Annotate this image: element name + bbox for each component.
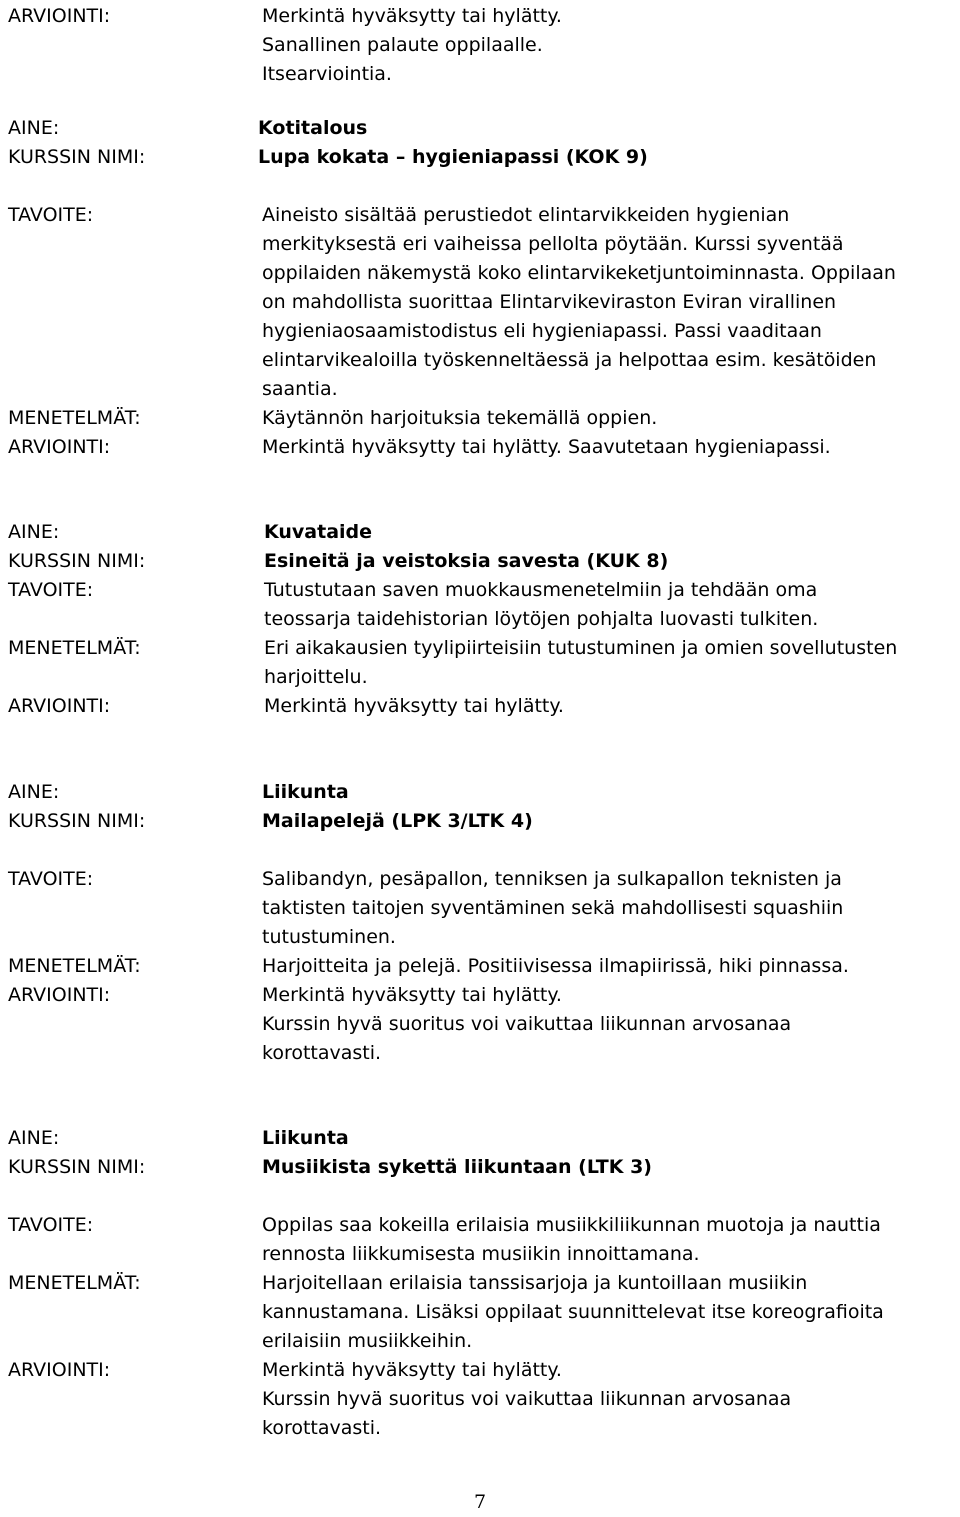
arviointi-label: ARVIOINTI: — [8, 695, 111, 717]
kurssin-nimi-label: KURSSIN NIMI: — [8, 1156, 146, 1178]
course-3-nimi: Mailapelejä (LPK 3/LTK 4) — [262, 810, 533, 832]
course-4-aine: Liikunta — [262, 1127, 349, 1149]
course-3-aine: Liikunta — [262, 781, 349, 803]
course-1-arviointi-line: Merkintä hyväksytty tai hylätty. Saavutetaan hygieniapassi. — [262, 436, 831, 458]
course-3-arviointi-line: Kurssin hyvä suoritus voi vaikuttaa liikunnan arvosanaa — [262, 1013, 792, 1035]
course-3-tavoite-line: taktisten taitojen syventäminen sekä mahdollisesti squashiin — [262, 897, 844, 919]
aine-label: AINE: — [8, 117, 60, 139]
kurssin-nimi-label: KURSSIN NIMI: — [8, 146, 146, 168]
course-4-nimi: Musiikista sykettä liikuntaan (LTK 3) — [262, 1156, 652, 1178]
arviointi-label: ARVIOINTI: — [8, 436, 111, 458]
arviointi-label: ARVIOINTI: — [8, 984, 111, 1006]
course-4-arviointi-line: Kurssin hyvä suoritus voi vaikuttaa liikunnan arvosanaa — [262, 1388, 792, 1410]
course-1-tavoite-line: oppilaiden näkemystä koko elintarvikeketjuntoiminnasta. Oppilaan — [262, 262, 896, 284]
course-4-arviointi-line: korottavasti. — [262, 1417, 382, 1439]
course-1-aine: Kotitalous — [258, 117, 368, 139]
course-2-menetelmat-line: Eri aikakausien tyylipiirteisiin tutustuminen ja omien sovellutusten — [264, 637, 898, 659]
aine-label: AINE: — [8, 781, 60, 803]
menetelmat-label: MENETELMÄT: — [8, 1272, 141, 1294]
course-3-menetelmat-line: Harjoitteita ja pelejä. Positiivisessa ilmapiirissä, hiki pinnassa. — [262, 955, 849, 977]
course-2-tavoite-line: Tutustutaan saven muokkausmenetelmiin ja tehdään oma — [264, 579, 818, 601]
course-4-tavoite-line: Oppilas saa kokeilla erilaisia musiikkiliikunnan muotoja ja nauttia — [262, 1214, 881, 1236]
page-number: 7 — [474, 1491, 487, 1513]
course-1-tavoite-line: Aineisto sisältää perustiedot elintarvikkeiden hygienian — [262, 204, 790, 226]
course-2-menetelmat-line: harjoittelu. — [264, 666, 368, 688]
course-2-tavoite-line: teossarja taidehistorian löytöjen pohjalta luovasti tulkiten. — [264, 608, 819, 630]
course-4-tavoite-line: rennosta liikkumisesta musiikin innoittamana. — [262, 1243, 700, 1265]
kurssin-nimi-label: KURSSIN NIMI: — [8, 810, 146, 832]
top-arviointi-line-3: Itsearviointia. — [262, 63, 392, 85]
tavoite-label: TAVOITE: — [8, 579, 94, 601]
arviointi-label: ARVIOINTI: — [8, 1359, 111, 1381]
course-1-tavoite-line: merkityksestä eri vaiheissa pellolta pöytään. Kurssi syventää — [262, 233, 844, 255]
course-1-nimi: Lupa kokata – hygieniapassi (KOK 9) — [258, 146, 648, 168]
top-arviointi-label: ARVIOINTI: — [8, 5, 111, 27]
aine-label: AINE: — [8, 1127, 60, 1149]
top-arviointi-line-1: Merkintä hyväksytty tai hylätty. — [262, 5, 562, 27]
course-4-arviointi-line: Merkintä hyväksytty tai hylätty. — [262, 1359, 562, 1381]
kurssin-nimi-label: KURSSIN NIMI: — [8, 550, 146, 572]
course-1-tavoite-line: elintarvikealoilla työskenneltäessä ja helpottaa esim. kesätöiden — [262, 349, 877, 371]
menetelmat-label: MENETELMÄT: — [8, 407, 141, 429]
course-3-tavoite-line: tutustuminen. — [262, 926, 396, 948]
tavoite-label: TAVOITE: — [8, 1214, 94, 1236]
tavoite-label: TAVOITE: — [8, 204, 94, 226]
course-4-menetelmat-line: Harjoitellaan erilaisia tanssisarjoja ja kuntoillaan musiikin — [262, 1272, 808, 1294]
course-3-tavoite-line: Salibandyn, pesäpallon, tenniksen ja sulkapallon teknisten ja — [262, 868, 842, 890]
course-2-arviointi-line: Merkintä hyväksytty tai hylätty. — [264, 695, 564, 717]
course-2-nimi: Esineitä ja veistoksia savesta (KUK 8) — [264, 550, 669, 572]
tavoite-label: TAVOITE: — [8, 868, 94, 890]
course-1-tavoite-line: on mahdollista suorittaa Elintarvikeviraston Eviran virallinen — [262, 291, 837, 313]
top-arviointi-line-2: Sanallinen palaute oppilaalle. — [262, 34, 543, 56]
course-3-arviointi-line: korottavasti. — [262, 1042, 382, 1064]
course-1-menetelmat-line: Käytännön harjoituksia tekemällä oppien. — [262, 407, 658, 429]
course-4-menetelmat-line: kannustamana. Lisäksi oppilaat suunnittelevat itse koreografioita — [262, 1301, 884, 1323]
course-4-menetelmat-line: erilaisiin musiikkeihin. — [262, 1330, 473, 1352]
course-1-tavoite-line: hygieniaosaamistodistus eli hygieniapassi. Passi vaaditaan — [262, 320, 822, 342]
menetelmat-label: MENETELMÄT: — [8, 955, 141, 977]
course-3-arviointi-line: Merkintä hyväksytty tai hylätty. — [262, 984, 562, 1006]
course-2-aine: Kuvataide — [264, 521, 373, 543]
menetelmat-label: MENETELMÄT: — [8, 637, 141, 659]
course-1-tavoite-line: saantia. — [262, 378, 338, 400]
aine-label: AINE: — [8, 521, 60, 543]
